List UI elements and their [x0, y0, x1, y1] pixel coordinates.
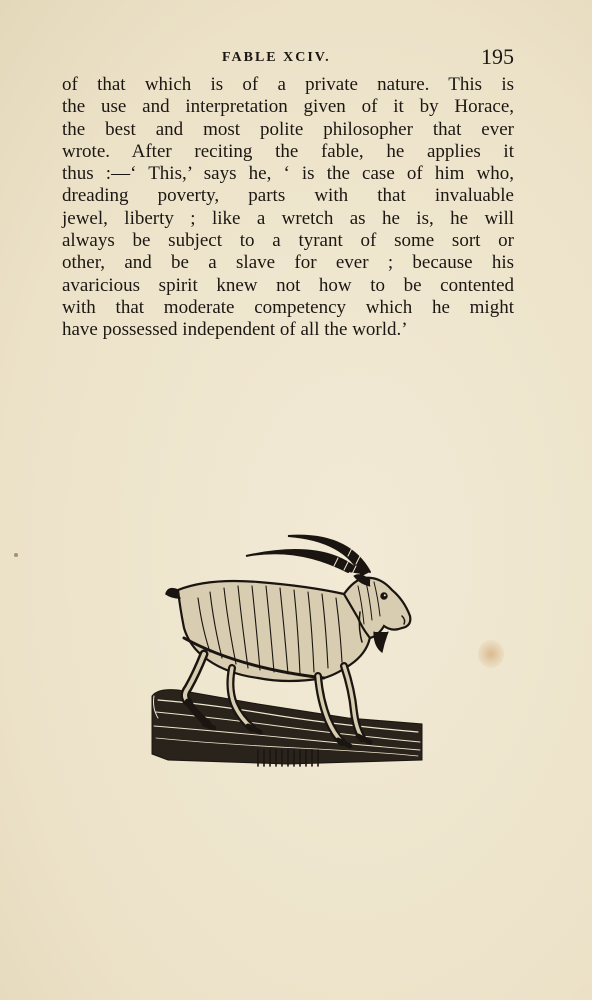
foxing-stain — [478, 640, 504, 668]
text-line: avaricious spirit knew not how to be contented — [62, 274, 514, 296]
text-line: of that which is of a private nature. This is — [62, 74, 514, 95]
text-line: have possessed independent of all the world.’ — [62, 319, 408, 341]
page-number: 195 — [481, 44, 514, 69]
page-header — [62, 44, 514, 74]
text-line: wrote. After reciting the fable, he applies it — [62, 140, 514, 162]
text-line: thus :—‘ This,’ says he, ‘ is the case of him who, — [62, 163, 514, 185]
running-head: FABLE XCIV. — [222, 50, 331, 65]
text-line: jewel, liberty ; like a wretch as he is, he will — [62, 207, 514, 229]
text-line: always be subject to a tyrant of some sort or — [62, 230, 514, 252]
ink-speck — [14, 553, 18, 557]
text-line: the use and interpretation given of it by Horace, — [62, 96, 514, 118]
text-line: other, and be a slave for ever ; because his — [62, 252, 514, 274]
body-text — [62, 74, 514, 342]
text-line: with that moderate competency which he might — [62, 296, 514, 318]
goat-woodcut-illustration — [148, 528, 424, 770]
text-line: the best and most polite philosopher that ever — [62, 118, 514, 140]
text-line: dreading poverty, parts with that invaluable — [62, 185, 514, 207]
